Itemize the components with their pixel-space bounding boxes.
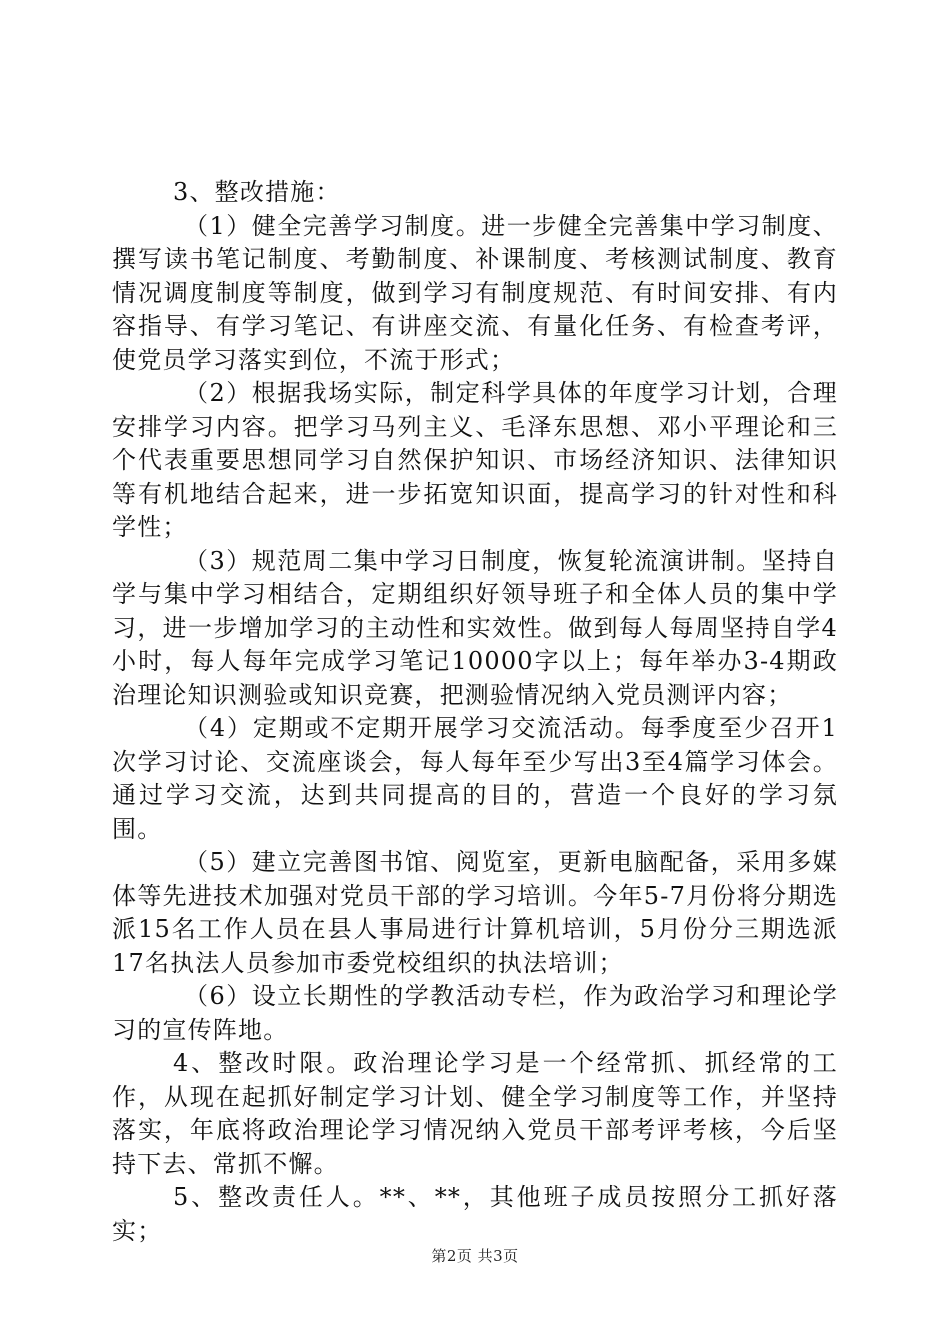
section-4-paragraph: 4、整改时限。政治理论学习是一个经常抓、抓经常的工作，从现在起抓好制定学习计划、健全学习制度等工作，并坚持落实，年底将政治理论学习情况纳入党员干部考评考核，今后坚持下去、常抓不懈。 — [112, 1049, 838, 1178]
document-body — [112, 176, 838, 1248]
measure-6-paragraph: （6）设立长期性的学教活动专栏，作为政治学习和理论学习的宣传阵地。 — [112, 982, 838, 1044]
page-number-footer: 第2页 共3页 — [431, 1247, 519, 1265]
section-3-heading: 3、整改措施： — [173, 178, 341, 206]
measure-5-paragraph: （5）建立完善图书馆、阅览室，更新电脑配备，采用多媒体等先进技术加强对党员干部的学习培训。今年5-7月份将分期选派15名工作人员在县人事局进行计算机培训，5月份分三期选派17名执法人员参加市委党校组织的执法培训； — [112, 848, 838, 977]
section-5-paragraph: 5、整改责任人。**、**，其他班子成员按照分工抓好落实； — [112, 1183, 838, 1245]
measure-3-paragraph: （3）规范周二集中学习日制度，恢复轮流演讲制。坚持自学与集中学习相结合，定期组织好领导班子和全体人员的集中学习，进一步增加学习的主动性和实效性。做到每人每周坚持自学4小时，每人每年完成学习笔记10000字以上；每年举办3-4期政治理论知识测验或知识竞赛，把测验情况纳入党员测评内容； — [112, 546, 838, 709]
measure-4-paragraph: （4）定期或不定期开展学习交流活动。每季度至少召开1次学习讨论、交流座谈会，每人每年至少写出3至4篇学习体会。通过学习交流，达到共同提高的目的，营造一个良好的学习氛围。 — [112, 714, 838, 843]
measure-2-paragraph: （2）根据我场实际，制定科学具体的年度学习计划，合理安排学习内容。把学习马列主义、毛泽东思想、邓小平理论和三个代表重要思想同学习自然保护知识、市场经济知识、法律知识等有机地结合起来，进一步拓宽知识面，提高学习的针对性和科学性； — [112, 379, 838, 541]
measure-1-paragraph: （1）健全完善学习制度。进一步健全完善集中学习制度、撰写读书笔记制度、考勤制度、补课制度、考核测试制度、教育情况调度制度等制度，做到学习有制度规范、有时间安排、有内容指导、有学习笔记、有讲座交流、有量化任务、有检查考评，使党员学习落实到位，不流于形式； — [112, 211, 838, 374]
